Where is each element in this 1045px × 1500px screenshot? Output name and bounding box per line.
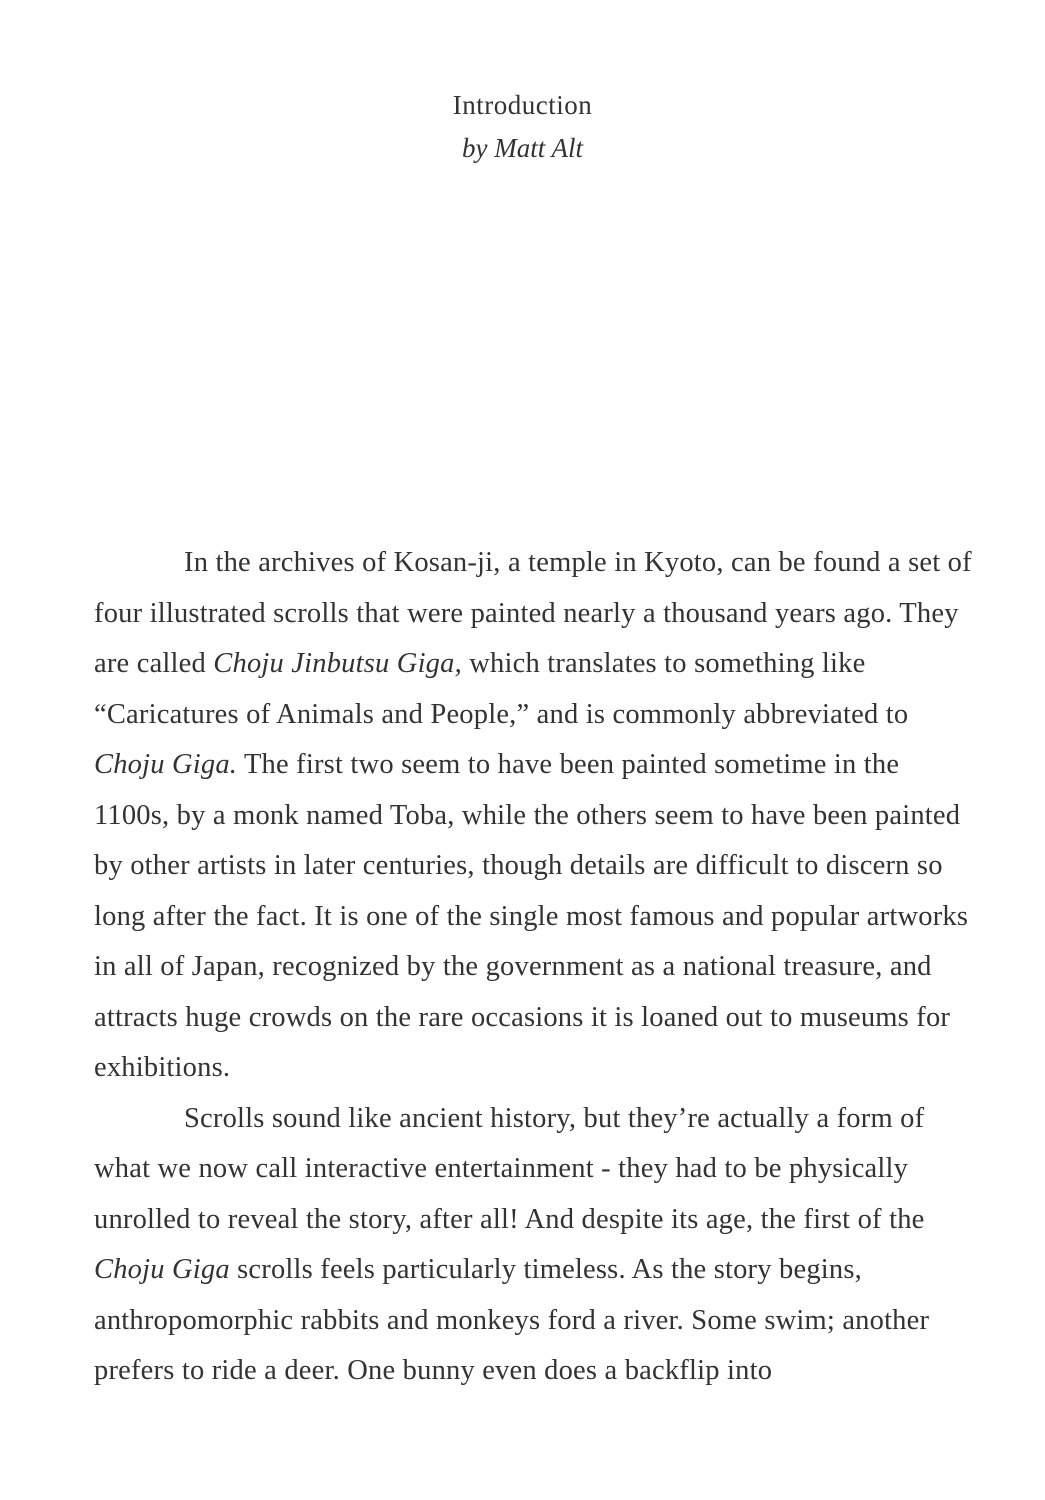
chapter-title: Introduction: [452, 90, 593, 120]
author-byline: by Matt Alt: [462, 133, 583, 163]
paragraph-2: Scrolls sound like ancient history, but they’re actually a form of what we now call interactive entertainment - they had to be physically unrolled to reveal the story, after all! And despite its age, the first of the Choju Giga scrolls feels particularly timeless. As the story begins, anthropomorphic rabbits and monkeys ford a river. Some swim; another prefers to ride a deer. One bunny even does a backflip into: [94, 1102, 930, 1386]
body-text: [94, 538, 978, 1397]
chapter-heading: [0, 0, 1045, 164]
paragraph-1: In the archives of Kosan-ji, a temple in Kyoto, can be found a set of four illustrated scrolls that were painted nearly a thousand years ago. They are called Choju Jinbutsu Giga, which translates to something like “Caricatures of Animals and People,” and is commonly abbreviated to Choju Giga. The first two seem to have been painted sometime in the 1100s, by a monk named Toba, while the others seem to have been painted by other artists in later centuries, though details are difficult to discern so long after the fact. It is one of the single most famous and popular artworks in all of Japan, recognized by the government as a national treasure, and attracts huge crowds on the rare occasions it is loaned out to museums for exhibitions.: [94, 547, 972, 1083]
